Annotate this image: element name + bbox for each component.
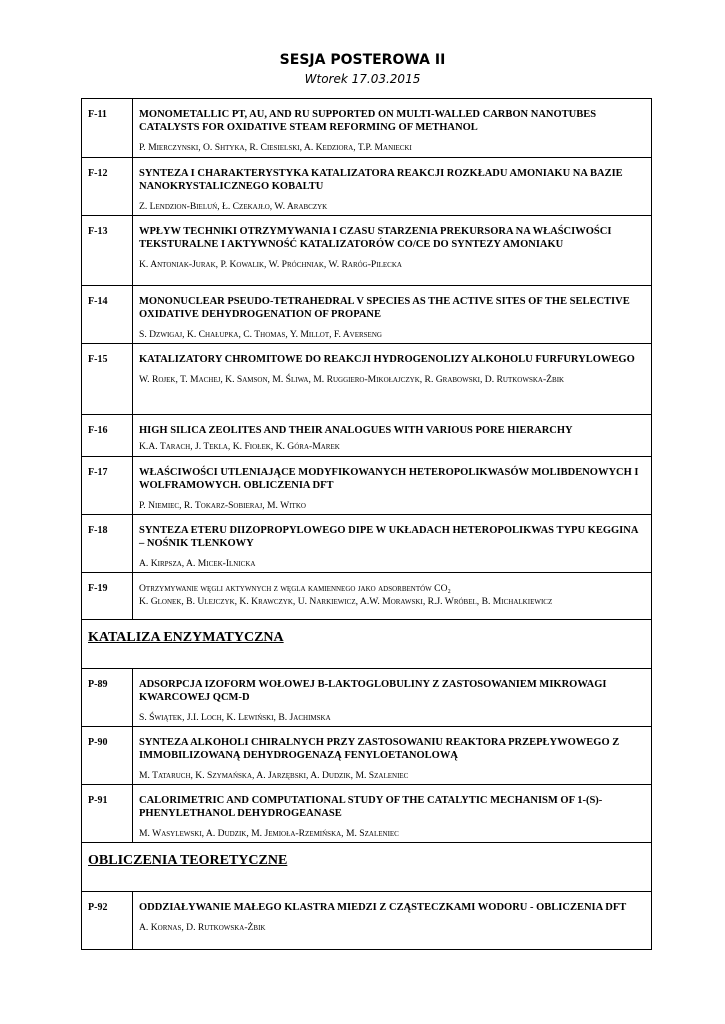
poster-title: SYNTEZA ALKOHOLI CHIRALNYCH PRZY ZASTOSOWANIU REAKTORA PRZEPŁYWOWEGO Z IMMOBILIZOWANĄ DEHYDROGENAZĄ FENYLOETANOLOWĄ xyxy=(139,737,620,761)
poster-title: ODDZIAŁYWANIE MAŁEGO KLASTRA MIEDZI Z CZĄSTECZKAMI WODORU - OBLICZENIA DFT xyxy=(139,902,627,913)
section-row xyxy=(82,843,652,892)
table-row xyxy=(82,216,652,286)
poster-code: P-91 xyxy=(82,785,133,843)
poster-entry xyxy=(133,415,652,457)
poster-title: WŁAŚCIWOŚCI UTLENIAJĄCE MODYFIKOWANYCH HETEROPOLIKWASÓW MOLIBDENOWYCH I WOLFRAMOWYCH. OBLICZENIA DFT xyxy=(139,467,639,491)
poster-authors: S. Dzwigaj, K. Chałupka, C. Thomas, Y. Millot, F. Averseng xyxy=(139,329,382,340)
poster-authors: Z. Lendzion-Bieluń, Ł. Czekajło, W. Arabczyk xyxy=(139,201,328,212)
poster-authors: P. Mierczynski, O. Shtyka, R. Ciesielski, A. Kedziora, T.P. Maniecki xyxy=(139,142,412,153)
poster-code: F-17 xyxy=(82,457,133,515)
poster-title: MONONUCLEAR PSEUDO-TETRAHEDRAL V SPECIES AS THE ACTIVE SITES OF THE SELECTIVE OXIDATIVE DEHYDROGENATION OF PROPANE xyxy=(139,296,630,320)
table-row xyxy=(82,99,652,158)
poster-entry xyxy=(133,344,652,415)
poster-entry xyxy=(133,99,652,158)
poster-entry xyxy=(133,669,652,727)
poster-entry xyxy=(133,892,652,950)
poster-code: P-89 xyxy=(82,669,133,727)
table-row xyxy=(82,573,652,620)
poster-entry xyxy=(133,158,652,216)
poster-authors: K.A. Tarach, J. Tekla, K. Fiołek, K. Góra-Marek xyxy=(139,441,340,452)
poster-authors: A. Kornas, D. Rutkowska-Żbik xyxy=(139,922,266,933)
table-row xyxy=(82,344,652,415)
poster-program-table xyxy=(81,98,652,950)
poster-code: F-12 xyxy=(82,158,133,216)
table-row xyxy=(82,727,652,785)
poster-authors: S. Świątek, J.I. Loch, K. Lewiński, B. Jachimska xyxy=(139,712,331,723)
section-heading-cell xyxy=(82,620,652,669)
table-row xyxy=(82,158,652,216)
section-heading-cell xyxy=(82,843,652,892)
poster-authors: W. Rojek, T. Machej, K. Samson, M. Śliwa, M. Ruggiero-Mikołajczyk, R. Grabowski, D. Rutkowska-Żbik xyxy=(139,374,565,385)
session-title: SESJA POSTEROWA II xyxy=(279,52,446,68)
poster-entry xyxy=(133,286,652,344)
poster-entry xyxy=(133,573,652,620)
poster-code: F-18 xyxy=(82,515,133,573)
poster-title: ADSORPCJA IZOFORM WOŁOWEJ B-LAKTOGLOBULINY Z ZASTOSOWANIEM MIKROWAGI KWARCOWEJ QCM-D xyxy=(139,679,607,703)
poster-authors: A. Kirpsza, A. Micek-Ilnicka xyxy=(139,558,256,569)
section-heading: OBLICZENIA TEORETYCZNE xyxy=(88,853,288,868)
poster-code: F-11 xyxy=(82,99,133,158)
poster-title: SYNTEZA ETERU DIIZOPROPYLOWEGO DIPE W UKŁADACH HETEROPOLIKWAS TYPU KEGGINA – NOŚNIK TLENKOWY xyxy=(139,525,638,549)
poster-title: CALORIMETRIC AND COMPUTATIONAL STUDY OF THE CATALYTIC MECHANISM OF 1-(S)-PHENYLETHANOL DEHYDROGEANASE xyxy=(139,795,603,819)
poster-authors: K. Glonek, B. Ulejczyk, K. Krawczyk, U. Narkiewicz, A.W. Morawski, R.J. Wróbel, B. Michalkiewicz xyxy=(139,596,553,607)
table-row xyxy=(82,415,652,457)
poster-code: F-15 xyxy=(82,344,133,415)
table-row xyxy=(82,457,652,515)
table-row xyxy=(82,669,652,727)
table-row xyxy=(82,286,652,344)
poster-title: KATALIZATORY CHROMITOWE DO REAKCJI HYDROGENOLIZY ALKOHOLU FURFURYLOWEGO xyxy=(139,354,635,365)
table-row xyxy=(82,785,652,843)
poster-authors: M. Wasylewski, A. Dudzik, M. Jemioła-Rzemińska, M. Szaleniec xyxy=(139,828,399,839)
poster-entry xyxy=(133,727,652,785)
session-date: Wtorek 17.03.2015 xyxy=(304,72,421,86)
poster-code: P-90 xyxy=(82,727,133,785)
poster-title: WPŁYW TECHNIKI OTRZYMYWANIA I CZASU STARZENIA PREKURSORA NA WŁAŚCIWOŚCI TEKSTURALNE I AKTYWNOŚĆ KATALIZATORÓW CO/CE DO SYNTEZY AMONIAKU xyxy=(139,226,612,250)
section-heading: KATALIZA ENZYMATYCZNA xyxy=(88,630,284,645)
poster-entry xyxy=(133,457,652,515)
poster-code: F-16 xyxy=(82,415,133,457)
poster-title: MONOMETALLIC PT, AU, AND RU SUPPORTED ON MULTI-WALLED CARBON NANOTUBES CATALYSTS FOR OXIDATIVE STEAM REFORMING OF METHANOL xyxy=(139,109,597,133)
poster-code: P-92 xyxy=(82,892,133,950)
section-row xyxy=(82,620,652,669)
poster-title: HIGH SILICA ZEOLITES AND THEIR ANALOGUES WITH VARIOUS PORE HIERARCHY xyxy=(139,425,573,436)
poster-entry xyxy=(133,515,652,573)
poster-entry xyxy=(133,785,652,843)
table-row xyxy=(82,515,652,573)
table-row xyxy=(82,892,652,950)
poster-entry xyxy=(133,216,652,286)
poster-code: F-13 xyxy=(82,216,133,286)
poster-authors: M. Tataruch, K. Szymańska, A. Jarzębski, A. Dudzik, M. Szaleniec xyxy=(139,770,409,781)
page-header xyxy=(0,52,725,87)
poster-code: F-19 xyxy=(82,573,133,620)
poster-authors: K. Antoniak-Jurak, P. Kowalik, W. Próchniak, W. Raróg-Pilecka xyxy=(139,259,402,270)
poster-title: Otrzymywanie węgli aktywnych z węgla kamiennego jako adsorbentów CO₂ xyxy=(139,583,451,594)
poster-authors: P. Niemiec, R. Tokarz-Sobieraj, M. Witko xyxy=(139,500,306,511)
poster-title: SYNTEZA I CHARAKTERYSTYKA KATALIZATORA REAKCJI ROZKŁADU AMONIAKU NA BAZIE NANOKRYSTALICZNEGO KOBALTU xyxy=(139,168,623,192)
poster-code: F-14 xyxy=(82,286,133,344)
